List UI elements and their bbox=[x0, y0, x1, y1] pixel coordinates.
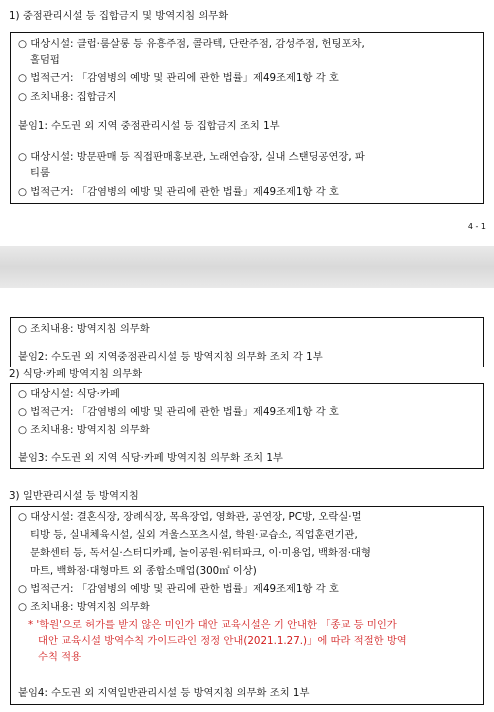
box-line: ○ 조치내용: 방역지침 의무화 bbox=[18, 323, 150, 335]
box-line: 티방 등, 실내체육시설, 실외 겨울스포츠시설, 학원·교습소, 직업훈련기관, bbox=[30, 529, 358, 541]
box-line: ○ 법적근거: 「감염병의 예방 및 관리에 관한 법률」제49조제1항 각 호 bbox=[18, 186, 339, 198]
red-note-line: 수칙 적용 bbox=[38, 651, 82, 663]
section-heading-3: 3) 일반관리시설 등 방역지침 bbox=[9, 490, 139, 502]
section-heading-2: 2) 식당·카페 방역지침 의무화 bbox=[9, 368, 143, 380]
page-number: 4 - 1 bbox=[467, 222, 486, 231]
attachment-note: 붙임3: 수도권 외 지역 식당·카페 방역지침 의무화 조치 1부 bbox=[18, 452, 283, 464]
box-line: 홀덤펍 bbox=[30, 54, 60, 66]
box-line: ○ 대상시설: 식당·카페 bbox=[18, 388, 120, 400]
document-page-1 bbox=[0, 0, 494, 246]
box-line: ○ 조치내용: 집합금지 bbox=[18, 91, 117, 103]
box-line: ○ 조치내용: 방역지침 의무화 bbox=[18, 424, 150, 436]
red-note-line: 대안 교육시설 방역수칙 가이드라인 정정 안내(2021.1.27.)」에 따라 적절한 방역 bbox=[38, 635, 407, 647]
box-line: ○ 대상시설: 클럽·룸살롱 등 유흥주점, 콜라텍, 단란주점, 감성주점, 헌팅포차, bbox=[18, 38, 365, 50]
box-line: ○ 대상시설: 방문판매 등 직접판매홍보관, 노래연습장, 실내 스탠딩공연장, 파 bbox=[18, 151, 365, 163]
document-page-2 bbox=[0, 288, 494, 712]
attachment-note: 붙임1: 수도권 외 지역 중점관리시설 등 집합금지 조치 1부 bbox=[18, 120, 280, 132]
section-2-box bbox=[10, 383, 484, 469]
box-line: 마트, 백화점·대형마트 외 종합소매업(300㎡ 이상) bbox=[30, 565, 257, 577]
box-line: ○ 대상시설: 결혼식장, 장례식장, 목욕장업, 영화관, 공연장, PC방, 오락실·멀 bbox=[18, 511, 362, 523]
box-line: ○ 법적근거: 「감염병의 예방 및 관리에 관한 법률」제49조제1항 각 호 bbox=[18, 583, 339, 595]
box-line: 문화센터 등, 독서실·스터디카페, 놀이공원·워터파크, 이·미용업, 백화점·대형 bbox=[30, 547, 371, 559]
box-line: ○ 법적근거: 「감염병의 예방 및 관리에 관한 법률」제49조제1항 각 호 bbox=[18, 72, 339, 84]
section-1-box bbox=[10, 32, 484, 204]
box-line: ○ 법적근거: 「감염병의 예방 및 관리에 관한 법률」제49조제1항 각 호 bbox=[18, 406, 339, 418]
page-gap bbox=[0, 246, 494, 288]
red-note-line: * '학원'으로 허가를 받지 않은 미인가 대안 교육시설은 기 안내한 「종교 등 미인가 bbox=[28, 619, 397, 631]
section-heading-1: 1) 중점관리시설 등 집합금지 및 방역지침 의무화 bbox=[9, 10, 229, 22]
section-3-box bbox=[10, 506, 484, 705]
box-line: ○ 조치내용: 방역지침 의무화 bbox=[18, 601, 150, 613]
attachment-note: 붙임4: 수도권 외 지역일반관리시설 등 방역지침 의무화 조치 1부 bbox=[18, 687, 310, 699]
box-line: 티룸 bbox=[30, 167, 50, 179]
attachment-note: 붙임2: 수도권 외 지역중점관리시설 등 방역지침 의무화 조치 각 1부 bbox=[18, 351, 323, 363]
continuation-box bbox=[10, 317, 484, 367]
